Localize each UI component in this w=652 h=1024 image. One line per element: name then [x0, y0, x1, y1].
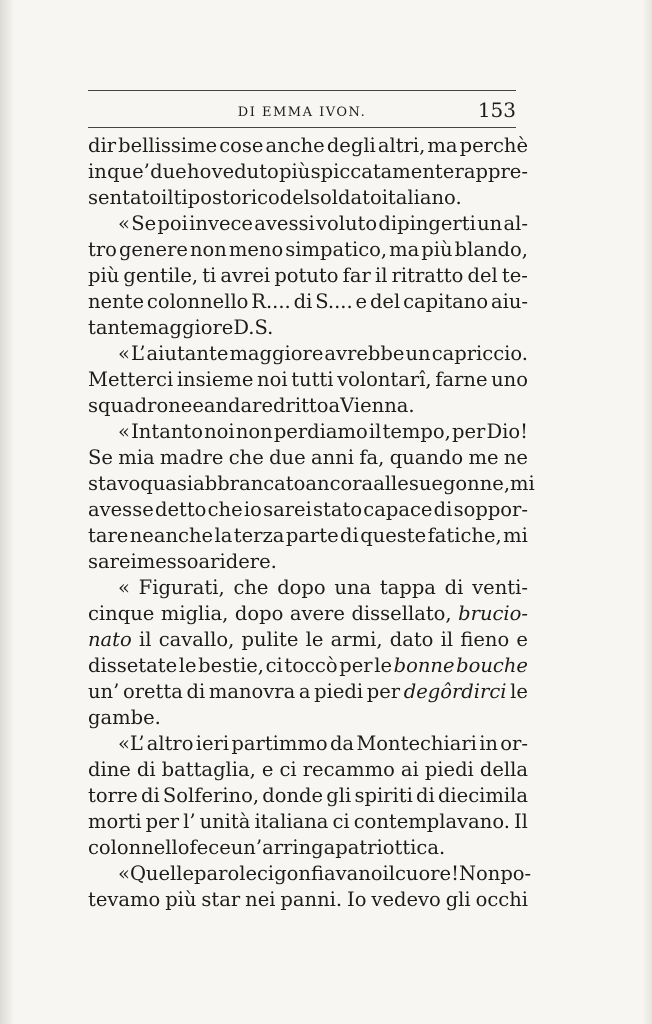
word: occhi — [475, 888, 528, 911]
text-line — [88, 731, 528, 757]
page-edge-left — [0, 0, 14, 1024]
text-line — [88, 185, 528, 211]
text-line — [88, 159, 528, 185]
word: Non — [458, 862, 501, 885]
word: per — [339, 654, 373, 677]
word: armi, — [330, 628, 383, 651]
word: madre — [159, 446, 224, 469]
word: degli — [326, 134, 376, 157]
word: le — [178, 654, 197, 677]
word: fieno — [460, 628, 510, 651]
word: piedi — [424, 758, 474, 781]
word: capriccio. — [431, 342, 528, 365]
text-line — [88, 445, 528, 471]
word: « — [118, 862, 130, 885]
word: più — [279, 160, 311, 183]
word: noi — [204, 420, 235, 443]
word: per — [452, 420, 486, 443]
word: dissellato, — [351, 602, 452, 625]
word: ti — [202, 264, 217, 287]
word: farne — [435, 368, 488, 391]
word: a — [298, 680, 311, 703]
word: di — [444, 576, 464, 599]
word: italiano. — [381, 186, 462, 209]
word: di — [136, 758, 156, 781]
text-line — [88, 341, 528, 367]
word: «L’ — [118, 732, 145, 755]
word: neanche — [129, 524, 214, 547]
word: cavallo, — [158, 628, 235, 651]
word: di — [293, 290, 313, 313]
word: dissetate — [88, 654, 178, 677]
word: aiu- — [490, 290, 528, 313]
word: fatiche, — [427, 524, 502, 547]
word: più — [165, 888, 197, 911]
word: vedevo — [371, 888, 441, 911]
word: gentile, — [123, 264, 199, 287]
word: il — [382, 862, 396, 885]
word: gli — [326, 784, 352, 807]
word: anche — [265, 134, 325, 157]
text-line — [88, 419, 528, 445]
word: oretta — [122, 680, 183, 703]
word: patriottica. — [335, 836, 446, 859]
word: avessi — [254, 212, 315, 235]
word: « — [118, 212, 130, 235]
word: bouche — [456, 654, 528, 677]
header-rule-top — [88, 90, 516, 91]
word: venti- — [472, 576, 528, 599]
word: bonne — [393, 654, 455, 677]
word: bellissime — [118, 134, 218, 157]
word: cinque — [88, 602, 155, 625]
word: di — [340, 524, 359, 547]
word: sue — [408, 472, 443, 495]
word: spiriti — [354, 784, 413, 807]
word: le — [305, 628, 324, 651]
word: veduto — [211, 160, 279, 183]
word: il — [440, 628, 454, 651]
word: S.... — [315, 290, 353, 313]
word: colonnello — [88, 836, 190, 859]
word: e — [355, 290, 368, 313]
word: tevamo — [88, 888, 161, 911]
word: Se — [88, 446, 113, 469]
word: capitano — [403, 290, 489, 313]
word: queste — [360, 524, 427, 547]
word: quando — [389, 446, 464, 469]
text-line — [88, 367, 528, 393]
text-line — [88, 705, 528, 731]
word: mi — [510, 472, 535, 495]
word: ritratto — [391, 264, 464, 287]
word: ho — [187, 160, 212, 183]
word: del — [369, 290, 401, 313]
word: partimmo — [231, 732, 328, 755]
running-head — [88, 100, 516, 124]
body-text — [88, 133, 535, 913]
word: recammo — [302, 758, 395, 781]
text-line — [88, 679, 528, 705]
word: uno — [491, 368, 528, 391]
word: della — [479, 758, 528, 781]
word: diecimila — [437, 784, 528, 807]
word: due — [150, 160, 187, 183]
word: « — [118, 576, 130, 599]
word: voluto — [315, 212, 378, 235]
word: non — [235, 420, 273, 443]
word: perdiamo — [273, 420, 368, 443]
word: degôrdirci — [403, 680, 507, 703]
text-line — [88, 393, 528, 419]
word: gonne, — [442, 472, 511, 495]
word: tempo, — [382, 420, 451, 443]
word: me — [468, 446, 499, 469]
word: di — [433, 498, 453, 521]
word: un’ — [230, 836, 263, 859]
word: gonfiavano — [274, 862, 383, 885]
text-line — [88, 809, 528, 835]
word: tappa — [379, 576, 436, 599]
word: tutti — [291, 368, 334, 391]
word: Se — [131, 212, 157, 235]
word: dipingerti — [378, 212, 476, 235]
word: un’ — [88, 680, 120, 703]
text-line — [88, 653, 528, 679]
word: S. — [254, 316, 274, 339]
word: il — [374, 264, 388, 287]
word: or- — [500, 732, 528, 755]
word: messo — [136, 550, 199, 573]
word: tipo — [173, 186, 212, 209]
word: il — [368, 420, 382, 443]
word: simpatico, — [285, 238, 388, 261]
word: « — [118, 420, 130, 443]
word: ne — [503, 446, 528, 469]
word: Dio! — [486, 420, 528, 443]
word: cuore! — [395, 862, 459, 885]
text-line — [88, 757, 528, 783]
word: l’ — [183, 810, 196, 833]
word: nei — [245, 888, 276, 911]
text-line — [88, 627, 528, 653]
word: parte — [285, 524, 339, 547]
text-line — [88, 497, 528, 523]
word: battaglia, — [161, 758, 256, 781]
word: dir — [88, 134, 117, 157]
text-line — [88, 887, 528, 913]
word: po- — [500, 862, 532, 885]
page-edge-right — [642, 0, 652, 1024]
word: D. — [233, 316, 255, 339]
word: nato — [88, 628, 132, 651]
word: manovra — [208, 680, 296, 703]
text-line — [88, 211, 528, 237]
word: e — [516, 628, 528, 651]
word: Io — [347, 888, 367, 911]
word: tante — [88, 316, 140, 339]
word: sentato — [88, 186, 162, 209]
word: storico — [211, 186, 280, 209]
word: gambe. — [88, 706, 161, 729]
word: altro — [146, 732, 194, 755]
word: toccò — [284, 654, 338, 677]
word: avere — [289, 602, 345, 625]
word: e — [261, 758, 274, 781]
word: a — [328, 394, 341, 417]
text-line — [88, 471, 535, 497]
text-line — [88, 263, 528, 289]
word: que’ — [107, 160, 150, 183]
word: Figurati, — [138, 576, 225, 599]
page-number: 153 — [477, 98, 516, 122]
word: al- — [503, 212, 528, 235]
word: spiccatamente — [310, 160, 455, 183]
word: le — [510, 680, 528, 703]
word: nente — [88, 290, 145, 313]
word: e — [192, 394, 204, 417]
text-line — [88, 315, 528, 341]
word: abbrancato — [193, 472, 306, 495]
word: alle — [373, 472, 409, 495]
word: te- — [501, 264, 528, 287]
word: il — [161, 186, 174, 209]
text-line — [88, 523, 528, 549]
word: un — [477, 212, 503, 235]
word: soldato — [310, 186, 382, 209]
word: di — [186, 680, 206, 703]
text-line — [88, 835, 528, 861]
word: parole — [194, 862, 257, 885]
word: meno — [228, 238, 284, 261]
word: da — [329, 732, 355, 755]
word: per — [145, 810, 180, 833]
word: R.... — [251, 290, 291, 313]
word: avesse — [88, 498, 154, 521]
word: dine — [88, 758, 131, 781]
word: perchè — [459, 134, 528, 157]
word: stavo — [88, 472, 141, 495]
word: per — [366, 680, 401, 703]
word: che — [228, 446, 264, 469]
word: gli — [445, 888, 471, 911]
word: dato — [389, 628, 434, 651]
word: star — [201, 888, 241, 911]
word: fa, — [359, 446, 385, 469]
word: ieri — [195, 732, 230, 755]
word: mi — [503, 524, 528, 547]
word: dopo — [234, 602, 284, 625]
word: bestie, — [198, 654, 264, 677]
word: che — [233, 576, 269, 599]
word: capace — [363, 498, 433, 521]
word: due — [269, 446, 306, 469]
word: ma — [389, 238, 420, 261]
word: poi — [157, 212, 188, 235]
text-line — [88, 783, 528, 809]
text-line — [88, 601, 528, 627]
word: ci — [257, 862, 275, 885]
word: sarei — [263, 498, 312, 521]
word: squadrone — [88, 394, 193, 417]
word: Vienna. — [340, 394, 415, 417]
word: del — [279, 186, 311, 209]
running-title: DI EMMA IVON. — [237, 105, 367, 120]
word: invece — [189, 212, 253, 235]
word: che — [207, 498, 243, 521]
text-line — [88, 289, 528, 315]
word: ci — [279, 758, 297, 781]
word: un — [405, 342, 431, 365]
word: ci — [332, 810, 350, 833]
word: io — [243, 498, 262, 521]
word: detto — [154, 498, 207, 521]
word: insieme — [176, 368, 254, 391]
word: L’ — [131, 342, 146, 365]
word: donde — [262, 784, 324, 807]
word: le — [374, 654, 392, 677]
header-rule-bottom — [88, 127, 516, 128]
word: maggiore — [229, 342, 324, 365]
word: avrebbe — [324, 342, 405, 365]
word: contemplavano. — [353, 810, 510, 833]
word: dritto — [273, 394, 329, 417]
word: il — [138, 628, 152, 651]
word: tare — [88, 524, 129, 547]
word: ancora — [305, 472, 374, 495]
word: piedi — [314, 680, 364, 703]
word: noi — [257, 368, 288, 391]
text-line — [88, 549, 528, 575]
text-line — [88, 575, 528, 601]
word: morti — [88, 810, 142, 833]
word: Il — [513, 810, 528, 833]
word: tro — [88, 238, 117, 261]
word: potuto — [274, 264, 339, 287]
word: in — [88, 160, 107, 183]
word: soppor- — [453, 498, 528, 521]
word: ai — [400, 758, 419, 781]
word: rappre- — [454, 160, 528, 183]
word: miglia, — [160, 602, 229, 625]
word: anni — [311, 446, 354, 469]
word: « — [118, 342, 130, 365]
word: più — [88, 264, 120, 287]
word: più — [421, 238, 453, 261]
word: cose — [219, 134, 264, 157]
word: panni. — [280, 888, 343, 911]
word: dopo — [277, 576, 326, 599]
word: italiana — [254, 810, 329, 833]
word: far — [342, 264, 371, 287]
word: una — [334, 576, 372, 599]
word: terza — [233, 524, 285, 547]
word: unità — [199, 810, 251, 833]
word: mia — [118, 446, 155, 469]
word: Solferino, — [162, 784, 260, 807]
word: fece — [189, 836, 231, 859]
word: a — [198, 550, 211, 573]
word: arringa — [262, 836, 336, 859]
word: del — [467, 264, 498, 287]
word: ridere. — [210, 550, 277, 573]
word: sarei — [88, 550, 137, 573]
text-line — [88, 133, 528, 159]
text-line — [88, 237, 528, 263]
word: altri, — [377, 134, 426, 157]
word: Metterci — [88, 368, 174, 391]
word: stato — [313, 498, 363, 521]
word: in — [479, 732, 498, 755]
text-line — [88, 861, 532, 887]
word: andare — [203, 394, 274, 417]
word: di — [140, 784, 160, 807]
word: genere — [118, 238, 188, 261]
word: blando, — [454, 238, 528, 261]
word: volontarî, — [337, 368, 432, 391]
word: Intanto — [131, 420, 203, 443]
word: quasi — [140, 472, 194, 495]
word: di — [416, 784, 435, 807]
word: brucio- — [458, 602, 528, 625]
word: aiutante — [146, 342, 229, 365]
word: colonnello — [146, 290, 249, 313]
word: ma — [427, 134, 458, 157]
word: Montechiari — [356, 732, 477, 755]
word: la — [214, 524, 233, 547]
word: pulite — [241, 628, 299, 651]
word: avrei — [220, 264, 271, 287]
word: torre — [88, 784, 138, 807]
word: non — [189, 238, 227, 261]
word: maggiore — [139, 316, 234, 339]
word: ci — [265, 654, 283, 677]
word: Quelle — [129, 862, 195, 885]
